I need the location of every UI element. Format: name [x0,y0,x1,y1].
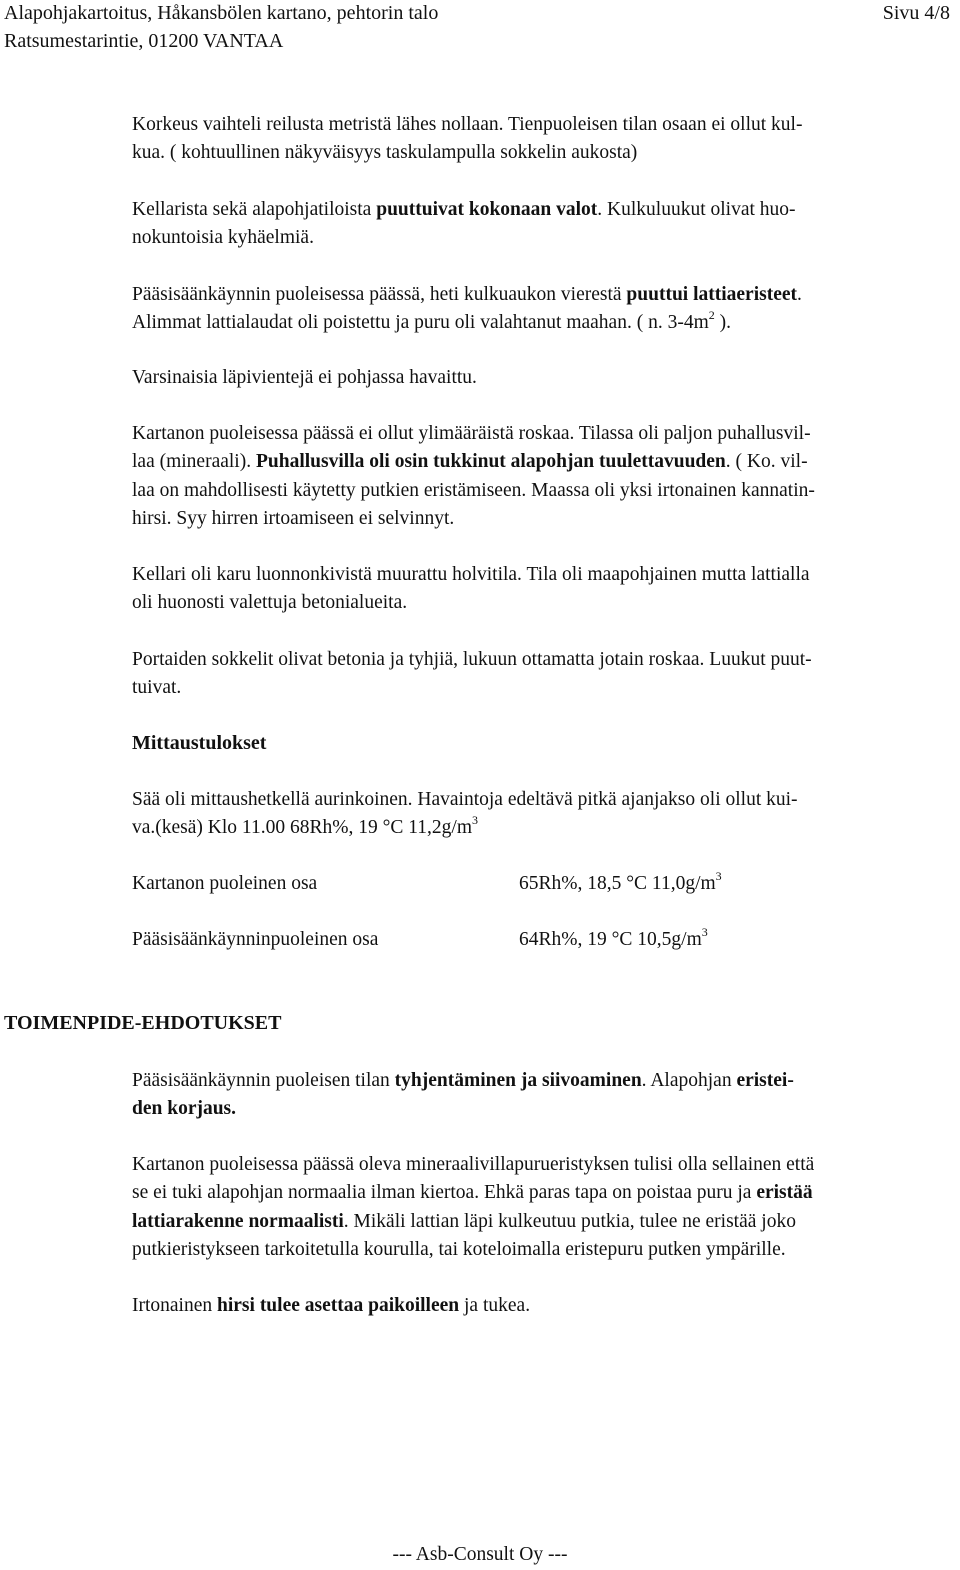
paragraph-line: putkieristykseen tarkoitetulla kourulla, tai koteloimalla eristepuru putken ympärille. [132,1239,786,1260]
measurement-label: Kartanon puoleinen osa [132,873,318,894]
measurement-value: 64Rh%, 19 °C $10,5g/m^3$ [519,925,708,950]
paragraph-line: Kartanon puoleisessa päässä oleva mineraalivillapurueristyksen tulisi olla sellainen että [132,1154,815,1175]
paragraph-line: lattiarakenne normaalisti. Mikäli lattian läpi kulkeutuu putkia, tulee ne eristää joko [132,1211,796,1232]
paragraph-line: Irtonainen hirsi tulee asettaa paikoilleen ja tukea. [132,1295,531,1316]
header-address: Ratsumestarintie, 01200 VANTAA [4,30,284,52]
paragraph-line: se ei tuki alapohjan normaalia ilman kiertoa. Ehkä paras tapa on poistaa puru ja eristää [132,1182,813,1203]
paragraph-line: va.(kesä) Klo 11.00 68Rh%, 19 °C $11,2g/m^3$ [132,813,478,838]
header-title: Alapohjakartoitus, Håkansbölen kartano, pehtorin talo [4,2,439,24]
paragraph-line: Portaiden sokkelit olivat betonia ja tyhjiä, lukuun ottamatta jotain roskaa. Luukut puut- [132,649,812,670]
paragraph-line: Alimmat lattialaudat oli poistettu ja puru oli valahtanut maahan. ( n. $3-4m^2$ ). [132,308,731,333]
paragraph-line: laa (mineraali). Puhallusvilla oli osin tukkinut alapohjan tuulettavuuden. ( Ko. vil- [132,451,808,472]
section-heading-toimenpide: TOIMENPIDE-EHDOTUKSET [4,1012,282,1034]
paragraph-line: laa on mahdollisesti käytetty putkien eristämiseen. Maassa oli yksi irtonainen kannatin- [132,480,815,501]
paragraph-line: Kellarista sekä alapohjatiloista puuttuivat kokonaan valot. Kulkuluukut olivat huo- [132,199,796,220]
paragraph-line: Pääsisäänkäynnin puoleisen tilan tyhjentäminen ja siivoaminen. Alapohjan eristei- [132,1070,794,1091]
paragraph-line: hirsi. Syy hirren irtoamiseen ei selvinnyt. [132,508,455,529]
section-heading-mittaustulokset: Mittaustulokset [132,732,267,754]
paragraph-line: Varsinaisia läpivientejä ei pohjassa havaittu. [132,367,477,388]
measurement-label: Pääsisäänkäynninpuoleinen osa [132,929,379,950]
paragraph-line: den korjaus. [132,1098,237,1119]
paragraph-line: Kellari oli karu luonnonkivistä muurattu holvitila. Tila oli maapohjainen mutta lattialla [132,564,810,585]
paragraph-line: kua. ( kohtuullinen näkyväisyys taskulampulla sokkelin aukosta) [132,142,638,163]
page-number: Sivu 4/8 [882,2,950,24]
paragraph-line: Kartanon puoleisessa päässä ei ollut ylimääräistä roskaa. Tilassa oli paljon puhallusvil- [132,423,811,444]
paragraph-line: tuivat. [132,677,182,698]
measurement-value: 65Rh%, 18,5 °C $11,0g/m^3$ [519,869,722,894]
paragraph-line: Pääsisäänkäynnin puoleisessa päässä, heti kulkuaukon vierestä puuttui lattiaeristeet. [132,284,802,305]
paragraph-line: oli huonosti valettuja betonialueita. [132,592,408,613]
paragraph-line: nokuntoisia kyhäelmiä. [132,227,314,248]
paragraph-line: Korkeus vaihteli reilusta metristä lähes nollaan. Tienpuoleisen tilan osaan ei ollut kul- [132,114,803,135]
paragraph-line: Sää oli mittaushetkellä aurinkoinen. Havaintoja edeltävä pitkä ajanjakso oli ollut kui- [132,789,798,810]
footer: --- Asb-Consult Oy --- [392,1544,568,1565]
